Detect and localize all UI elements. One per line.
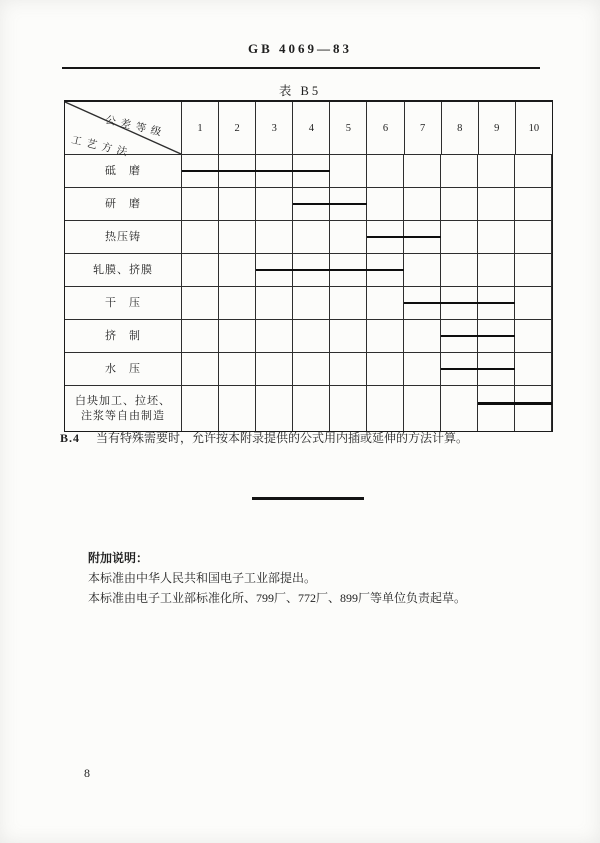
grade-cells [182, 188, 552, 220]
grade-cell [441, 221, 478, 253]
grade-range-bar [441, 335, 515, 338]
grade-cell [182, 353, 219, 385]
grade-cells [182, 386, 552, 431]
grade-cell [182, 287, 219, 319]
grade-header-cell: 4 [293, 102, 330, 154]
grade-cell [515, 386, 552, 431]
grade-range-bar [367, 236, 441, 239]
grade-cell [478, 155, 515, 187]
grade-cell [441, 386, 478, 431]
grade-header-cell: 9 [479, 102, 516, 154]
grade-cell [515, 353, 552, 385]
grade-cell [515, 254, 552, 286]
method-label: 轧膜、挤膜 [65, 254, 182, 286]
grade-cell [330, 287, 367, 319]
table-header-row [65, 102, 552, 160]
grade-range-bar [404, 302, 515, 305]
grade-cell [515, 320, 552, 352]
header-rule [62, 67, 540, 69]
grade-header-cell: 8 [442, 102, 479, 154]
grade-cell [219, 287, 256, 319]
footer-line: 本标准由中华人民共和国电子工业部提出。 [88, 571, 317, 585]
page-number: 8 [84, 766, 90, 780]
grade-cell [219, 320, 256, 352]
table-row [65, 320, 552, 353]
grade-header-cell: 6 [367, 102, 404, 154]
table-row [65, 155, 552, 188]
method-label: 挤 制 [65, 320, 182, 352]
grade-cell [515, 155, 552, 187]
grade-cell [256, 386, 293, 431]
grade-cell [404, 353, 441, 385]
grade-range-bar [293, 203, 367, 206]
table-title: 表 B5 [278, 84, 322, 98]
grade-cell [256, 353, 293, 385]
method-label: 热压铸 [65, 221, 182, 253]
grade-cell [256, 287, 293, 319]
grade-cell [182, 386, 219, 431]
grade-cell [293, 386, 330, 431]
footer-block [88, 548, 466, 608]
grade-cell [219, 254, 256, 286]
grade-cell [219, 386, 256, 431]
grade-cells [182, 353, 552, 385]
method-label: 研 磨 [65, 188, 182, 220]
section-divider [252, 497, 364, 500]
grade-cell [293, 221, 330, 253]
grade-cell [441, 155, 478, 187]
footer-line: 本标准由电子工业部标准化所、799厂、772厂、899厂等单位负责起草。 [88, 591, 467, 605]
grade-cell [182, 188, 219, 220]
footer-heading: 附加说明： [88, 551, 149, 565]
grade-cell [441, 254, 478, 286]
grade-cell [367, 188, 404, 220]
corner-top-label: 公差等级 [104, 114, 167, 140]
grade-header-cell: 7 [405, 102, 442, 154]
grade-cell [515, 188, 552, 220]
grade-cell [182, 320, 219, 352]
grade-cells [182, 155, 552, 187]
grade-cell [256, 320, 293, 352]
grade-cells [182, 320, 552, 352]
table-row [65, 188, 552, 221]
grade-cell [330, 155, 367, 187]
grade-range-bar [182, 170, 330, 173]
note-b4-label: B.4 [60, 431, 81, 445]
table-row [65, 221, 552, 254]
grade-header-cell: 3 [256, 102, 293, 154]
grade-header-cell: 1 [182, 102, 219, 154]
grade-cell [515, 221, 552, 253]
grade-header-cells [182, 102, 552, 154]
grade-cells [182, 287, 552, 319]
grade-cell [330, 353, 367, 385]
grade-cell [330, 386, 367, 431]
table-body [65, 155, 552, 431]
tolerance-grade-table [64, 100, 553, 432]
method-label: 砥 磨 [65, 155, 182, 187]
method-label: 干 压 [65, 287, 182, 319]
grade-cell [367, 320, 404, 352]
grade-cell [404, 386, 441, 431]
grade-cell [330, 320, 367, 352]
grade-cell [515, 287, 552, 319]
grade-cell [441, 188, 478, 220]
grade-cell [182, 221, 219, 253]
grade-cell [404, 254, 441, 286]
corner-bottom-label: 工艺方法 [70, 134, 133, 160]
grade-cell [478, 188, 515, 220]
table-row [65, 353, 552, 386]
grade-cell [293, 287, 330, 319]
grade-cell [293, 320, 330, 352]
grade-cell [182, 254, 219, 286]
grade-cell [478, 221, 515, 253]
corner-cell [65, 102, 182, 160]
grade-cell [367, 155, 404, 187]
grade-header-cell: 2 [219, 102, 256, 154]
note-b4-text: 当有特殊需要时，允许按本附录提供的公式用内插或延伸的方法计算。 [96, 431, 469, 445]
grade-cells [182, 254, 552, 286]
grade-cell [404, 155, 441, 187]
grade-cell [256, 188, 293, 220]
grade-range-bar [256, 269, 404, 272]
grade-header-cell: 5 [330, 102, 367, 154]
grade-cell [219, 188, 256, 220]
grade-cell [219, 221, 256, 253]
table-row [65, 254, 552, 287]
grade-cell [367, 287, 404, 319]
grade-cell [330, 221, 367, 253]
note-b4 [60, 429, 468, 446]
grade-cell [404, 320, 441, 352]
grade-range-bar [478, 402, 552, 405]
grade-cell [293, 353, 330, 385]
grade-cell [367, 386, 404, 431]
doc-code: GB 4069—83 [247, 41, 353, 56]
table-row [65, 287, 552, 320]
grade-cell [478, 386, 515, 431]
method-label: 水 压 [65, 353, 182, 385]
method-label: 白块加工、拉坯、 注浆等自由制造 [65, 386, 182, 431]
grade-cell [478, 254, 515, 286]
grade-cells [182, 221, 552, 253]
grade-range-bar [441, 368, 515, 371]
grade-cell [367, 353, 404, 385]
grade-cell [256, 221, 293, 253]
table-row [65, 386, 552, 431]
grade-cell [219, 353, 256, 385]
grade-cell [404, 188, 441, 220]
grade-header-cell: 10 [528, 122, 540, 134]
